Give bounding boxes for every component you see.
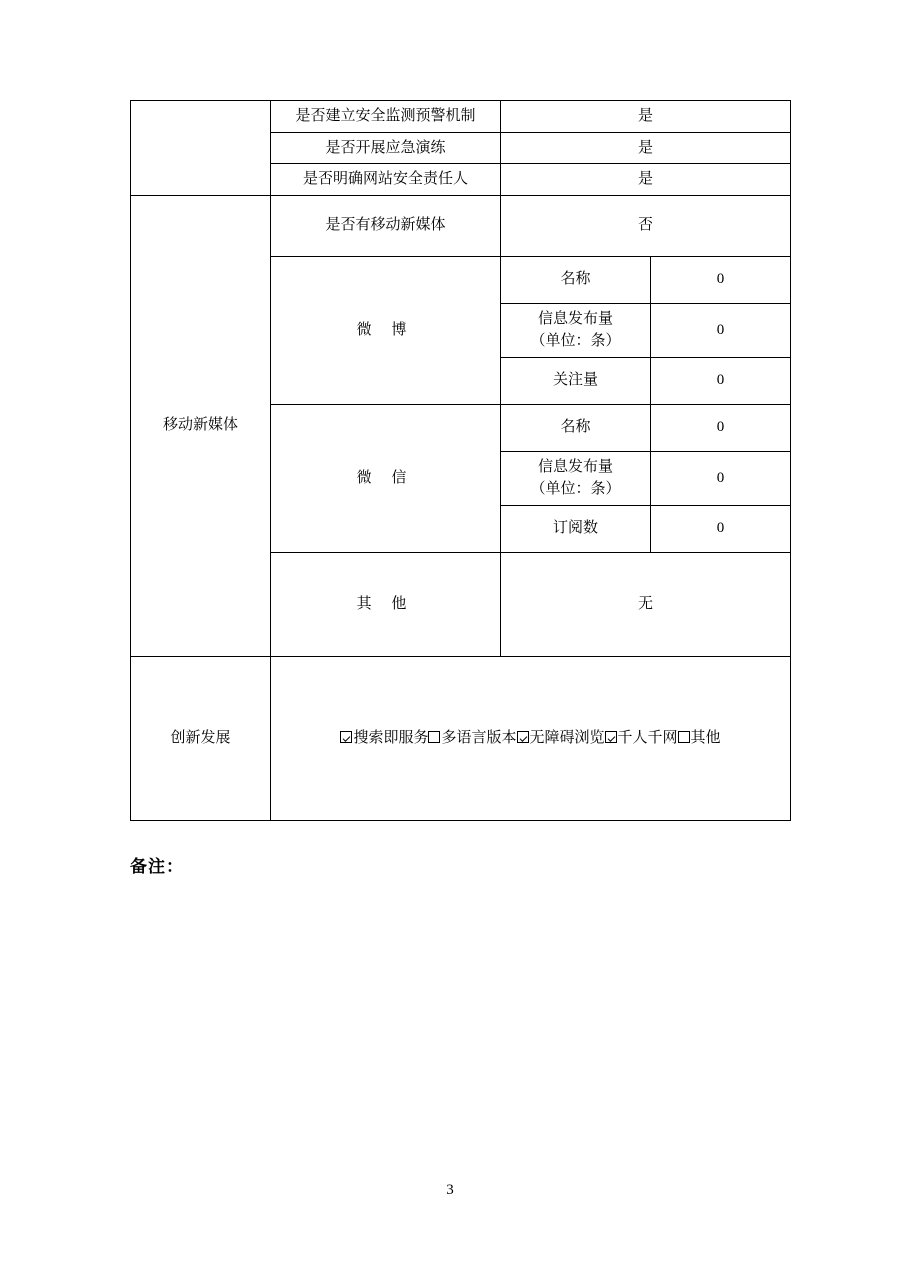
innovation-option-label: 千人千网 bbox=[617, 729, 678, 746]
weixin-publish-label bbox=[501, 451, 651, 505]
innovation-checkbox-group[interactable] bbox=[277, 727, 784, 750]
innovation-option-3[interactable] bbox=[517, 727, 605, 750]
weibo-publish-label-line2: （单位：条） bbox=[530, 333, 621, 349]
weixin-subscribe-label: 订阅数 bbox=[501, 505, 651, 552]
innovation-option-label: 无障碍浏览 bbox=[529, 729, 605, 746]
security-answer-1: 是 bbox=[501, 101, 791, 133]
table-row bbox=[131, 195, 791, 256]
innovation-option-label: 其他 bbox=[690, 729, 721, 746]
innovation-option-1[interactable] bbox=[340, 727, 428, 750]
security-question-3: 是否明确网站安全责任人 bbox=[271, 164, 501, 196]
checkbox-icon[interactable] bbox=[678, 731, 690, 743]
weibo-publish-label bbox=[501, 303, 651, 357]
innovation-option-label: 多语言版本 bbox=[441, 729, 517, 746]
weixin-subscribe-value: 0 bbox=[651, 505, 791, 552]
new-media-section-label: 移动新媒体 bbox=[131, 195, 271, 656]
weibo-follow-label: 关注量 bbox=[501, 357, 651, 404]
innovation-label: 创新发展 bbox=[131, 656, 271, 820]
table-row bbox=[131, 656, 791, 820]
security-question-1: 是否建立安全监测预警机制 bbox=[271, 101, 501, 133]
innovation-option-5[interactable] bbox=[678, 727, 721, 750]
has-new-media-answer: 否 bbox=[501, 195, 791, 256]
innovation-options-cell bbox=[271, 656, 791, 820]
weixin-publish-label-line2: （单位：条） bbox=[530, 481, 621, 497]
other-media-value: 无 bbox=[501, 552, 791, 656]
report-table bbox=[130, 100, 791, 821]
security-answer-3: 是 bbox=[501, 164, 791, 196]
weixin-name-value: 0 bbox=[651, 404, 791, 451]
weixin-publish-label-line1: 信息发布量 bbox=[537, 458, 613, 475]
checkbox-checked-icon[interactable] bbox=[340, 731, 352, 743]
security-question-2: 是否开展应急演练 bbox=[271, 132, 501, 164]
has-new-media-question: 是否有移动新媒体 bbox=[271, 195, 501, 256]
weixin-name-label: 名称 bbox=[501, 404, 651, 451]
weibo-name-label: 名称 bbox=[501, 256, 651, 303]
table-row bbox=[131, 101, 791, 133]
other-media-label: 其 他 bbox=[271, 552, 501, 656]
security-answer-2: 是 bbox=[501, 132, 791, 164]
innovation-option-4[interactable] bbox=[605, 727, 678, 750]
weibo-label: 微 博 bbox=[271, 256, 501, 404]
weibo-publish-label-line1: 信息发布量 bbox=[537, 310, 613, 327]
checkbox-checked-icon[interactable] bbox=[517, 731, 529, 743]
weibo-publish-value: 0 bbox=[651, 303, 791, 357]
security-section-blank bbox=[131, 101, 271, 196]
remark-label: 备注： bbox=[130, 857, 184, 876]
innovation-option-label: 搜索即服务 bbox=[353, 729, 429, 746]
weibo-follow-value: 0 bbox=[651, 357, 791, 404]
weibo-name-value: 0 bbox=[651, 256, 791, 303]
innovation-option-2[interactable] bbox=[428, 727, 516, 750]
checkbox-checked-icon[interactable] bbox=[605, 731, 617, 743]
weixin-publish-value: 0 bbox=[651, 451, 791, 505]
page-number: 3 bbox=[446, 1182, 454, 1198]
checkbox-icon[interactable] bbox=[428, 731, 440, 743]
weixin-label: 微 信 bbox=[271, 404, 501, 552]
